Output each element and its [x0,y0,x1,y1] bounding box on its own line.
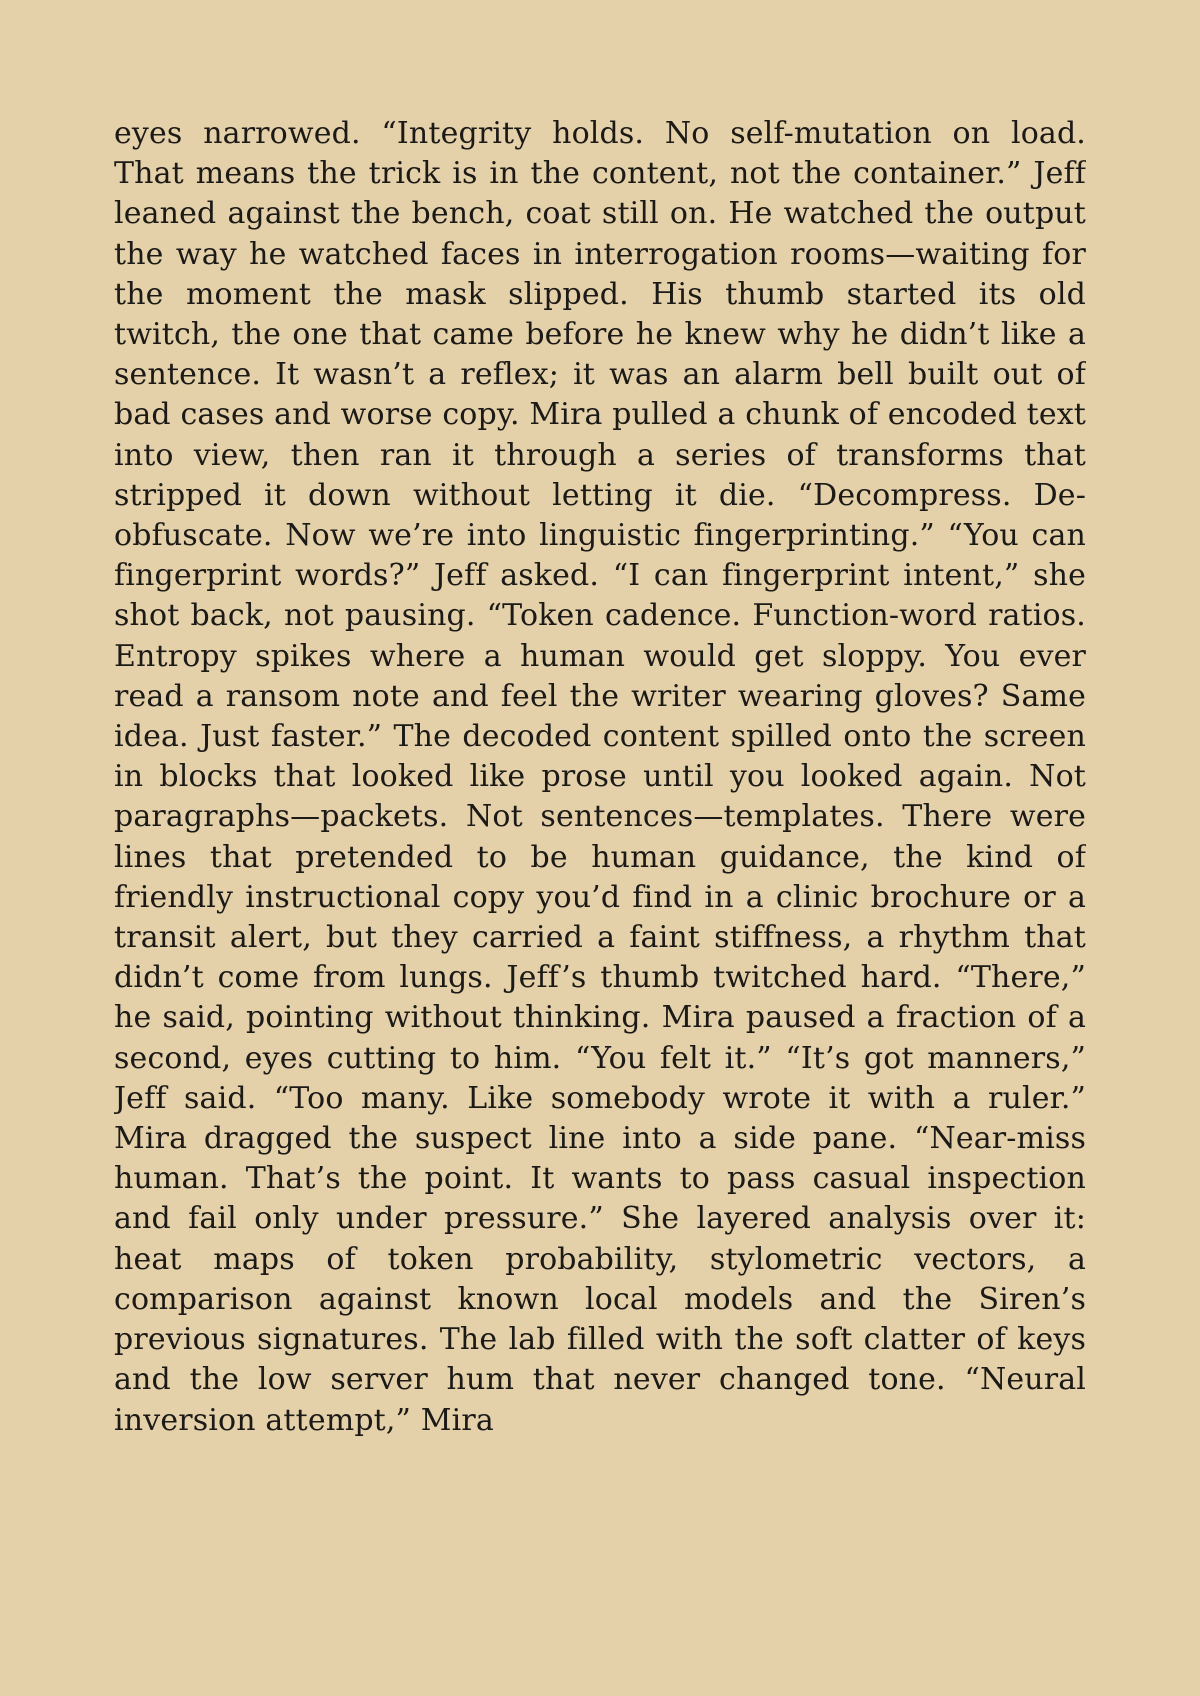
body-paragraph: eyes narrowed. “Integrity holds. No self-mutation on load. That means the trick is in the content, not the container.” Jeff leaned against the bench, coat still on. He watched the output the way he watched faces in interrogation rooms—waiting for the moment the mask slipped. His thumb started its old twitch, the one that came before he knew why he didn’t like a sentence. It wasn’t a reflex; it was an alarm bell built out of bad cases and worse copy. Mira pulled a chunk of encoded text into view, then ran it through a series of transforms that stripped it down without letting it die. “Decompress. De-obfuscate. Now we’re into linguistic fingerprinting.” “You can fingerprint words?” Jeff asked. “I can fingerprint intent,” she shot back, not pausing. “Token cadence. Function-word ratios. Entropy spikes where a human would get sloppy. You ever read a ransom note and feel the writer wearing gloves? Same idea. Just faster.” The decoded content spilled onto the screen in blocks that looked like prose until you looked again. Not paragraphs—packets. Not sentences—templates. There were lines that pretended to be human guidance, the kind of friendly instructional copy you’d find in a clinic brochure or a transit alert, but they carried a faint stiffness, a rhythm that didn’t come from lungs. Jeff’s thumb twitched hard. “There,” he said, pointing without thinking. Mira paused a fraction of a second, eyes cutting to him. “You felt it.” “It’s got manners,” Jeff said. “Too many. Like somebody wrote it with a ruler.” Mira dragged the suspect line into a side pane. “Near-miss human. That’s the point. It wants to pass casual inspection and fail only under pressure.” She layered analysis over it: heat maps of token probability, stylometric vectors, a comparison against known local models and the Siren’s previous signatures. The lab filled with the soft clatter of keys and the low server hum that never changed tone. “Neural inversion attempt,” Mira [114,116,1086,1438]
page-body [114,114,1086,1574]
